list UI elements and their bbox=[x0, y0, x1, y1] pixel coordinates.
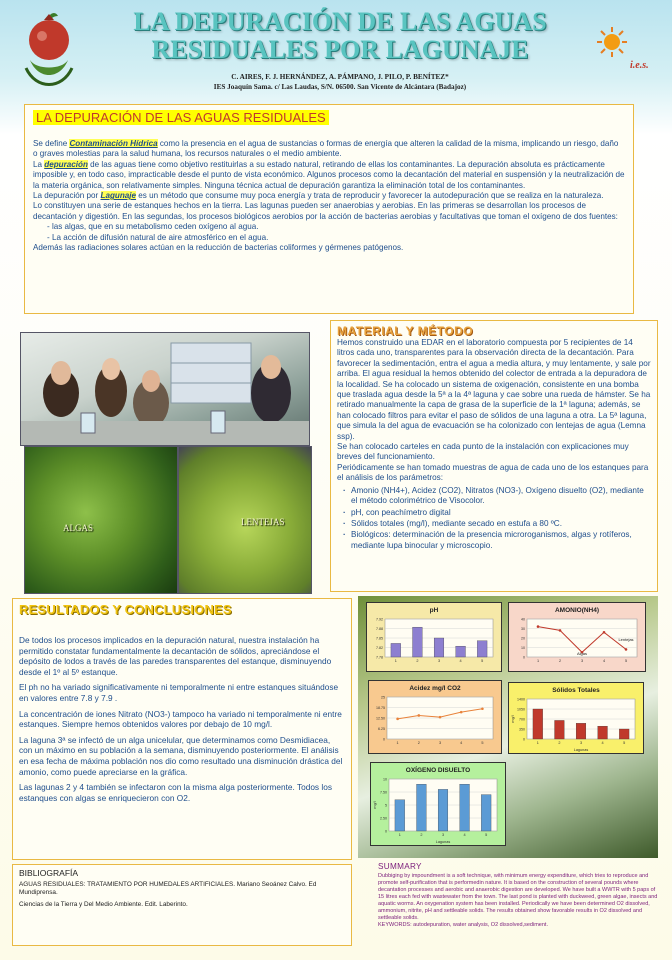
intro-paragraph-4: Lo constituyen una serie de estanques hechos en la tierra. Las lagunas pueden ser anaerobias y aerobias. En las primeras se desarrollan los procesos de decantación y digestión. En las segundas, los procesos biológicos aerobios por la acción de bacterias aerobias y facultativas que toman el oxígeno de dos fuentes: bbox=[33, 201, 618, 221]
y-tick-label: 40 bbox=[521, 617, 525, 622]
lentils-label: LENTEJAS bbox=[241, 517, 285, 527]
poster-title bbox=[90, 8, 590, 64]
y-tick-label: 0 bbox=[385, 829, 387, 834]
results-panel bbox=[12, 598, 352, 860]
x-tick-label: 1 bbox=[394, 659, 397, 663]
ies-logo-text: i.e.s. bbox=[630, 60, 649, 71]
bar bbox=[391, 643, 401, 657]
y-tick-label: 6.25 bbox=[378, 727, 385, 731]
y-tick-label: 18.75 bbox=[376, 706, 385, 710]
data-point bbox=[439, 716, 442, 719]
y-tick-label: 1050 bbox=[517, 707, 525, 712]
list-item: · Sólidos totales (mg/l), mediante secado en estufa a 80 ºC. bbox=[345, 519, 651, 529]
intro-heading: LA DEPURACIÓN DE LAS AGUAS RESIDUALES bbox=[33, 110, 329, 125]
bar bbox=[598, 726, 608, 739]
summary-title: SUMMARY bbox=[378, 862, 422, 871]
x-tick-label: 1 bbox=[536, 659, 540, 663]
x-tick-label: 1 bbox=[536, 741, 539, 745]
y-tick-label: 7.92 bbox=[376, 617, 383, 622]
results-paragraph: La concentración de iones Nitrato (NO3-) tampoco ha variado ni temporalmente ni entre estanques. Siempre hemos obtenidos valores por debajo de 10 mg/l. bbox=[19, 708, 342, 730]
x-tick-label: 4 bbox=[602, 659, 606, 663]
bibliography-title: BIBLIOGRAFÍA bbox=[19, 868, 79, 878]
lentils-photo bbox=[178, 446, 312, 594]
intro-paragraph-1: Se define Contaminación Hídrica como la presencia en el agua de sustancias o formas de energía que alteren la calidad de la misma, implicando un riesgo, daño o graves molestias para la salud humana, los recursos naturales o el medio ambiente. bbox=[33, 139, 619, 159]
annotation: Algas bbox=[576, 651, 588, 656]
lab-photo bbox=[20, 332, 310, 446]
summary-block bbox=[378, 862, 658, 954]
intro-body bbox=[33, 139, 625, 253]
bar bbox=[619, 729, 629, 739]
bar bbox=[576, 723, 586, 739]
results-paragraph: Las lagunas 2 y 4 también se infectaron con la misma alga posteriormente. Todos los estanques con algas se enriquecieron con O2. bbox=[19, 782, 332, 803]
x-tick-label: 2 bbox=[420, 833, 423, 837]
y-tick-label: 2.50 bbox=[380, 816, 387, 821]
material-heading: MATERIAL Y MÉTODO bbox=[337, 324, 474, 338]
acidity-chart bbox=[368, 680, 502, 754]
list-item: · Biológicos: determinación de la presencia microroganismos, algas y rotíferos, mediante lupa binocular y microscopio. bbox=[345, 530, 651, 551]
y-tick-label: 0 bbox=[523, 655, 525, 660]
x-tick-label: 5 bbox=[485, 833, 488, 837]
y-tick-label: 0 bbox=[523, 737, 525, 742]
chart-title: Sólidos Totales bbox=[552, 687, 600, 694]
x-tick-label: 2 bbox=[416, 659, 419, 663]
y-tick-label: 7.82 bbox=[376, 646, 383, 650]
title-line-1: LA DEPURACIÓN DE LAS AGUAS bbox=[133, 7, 547, 36]
authors: C. AIRES, F. J. HERNÁNDEZ, A. PÁMPANO, J. PILO, P. BENÍTEZ* bbox=[231, 73, 449, 81]
bibliography-panel bbox=[12, 864, 352, 946]
intro-panel bbox=[24, 104, 634, 314]
annotation: Lentejas bbox=[618, 637, 634, 642]
x-axis-label: Lagunas bbox=[573, 748, 589, 752]
x-tick-label: 5 bbox=[623, 741, 626, 745]
dissolved-oxygen-chart bbox=[370, 762, 506, 846]
list-item: · Amonio (NH4+), Acidez (CO2), Nitratos (NO3-), Oxígeno disuelto (O2), mediante el método colorimétrico de Visocolor. bbox=[345, 486, 651, 507]
y-tick-label: 25 bbox=[381, 695, 385, 700]
y-tick-label: 7.88 bbox=[376, 627, 383, 631]
results-body bbox=[19, 635, 345, 803]
x-tick-label: 3 bbox=[438, 741, 442, 745]
x-tick-label: 4 bbox=[459, 659, 462, 663]
y-tick-label: 350 bbox=[519, 727, 525, 732]
material-panel bbox=[330, 320, 658, 592]
y-tick-label: 7.50 bbox=[380, 790, 387, 795]
list-item: - las algas, que en su metabolismo ceden oxígeno al agua. bbox=[47, 222, 625, 232]
bar bbox=[481, 795, 491, 831]
charts-area bbox=[358, 596, 658, 858]
chart-title: Acidez mg/l CO2 bbox=[409, 685, 461, 692]
keyword-depuracion: depuración bbox=[44, 159, 88, 169]
x-tick-label: 3 bbox=[579, 741, 583, 745]
bar bbox=[477, 641, 487, 657]
bar bbox=[395, 800, 405, 831]
data-point bbox=[559, 629, 562, 632]
y-tick-label: 5 bbox=[385, 803, 387, 808]
y-tick-label: 12.50 bbox=[376, 716, 385, 721]
bibliography-item: Ciencias de la Tierra y Del Medio Ambiente. Edit. Laberinto. bbox=[19, 900, 188, 908]
data-point bbox=[418, 714, 421, 717]
y-tick-label: 7.85 bbox=[376, 636, 383, 641]
intro-paragraph-5: Además las radiaciones solares actúan en la reducción de bacterias coliformes y gérmenes patógenos. bbox=[33, 243, 404, 253]
x-tick-label: 5 bbox=[481, 741, 484, 745]
data-point bbox=[481, 707, 484, 710]
x-axis-label: Lagunas bbox=[435, 840, 451, 844]
results-paragraph: El ph no ha variado significativamente ni temporalmente ni entre estanques situándose en valores entre 7.8 y 7.9 . bbox=[19, 682, 339, 703]
list-item: · pH, con peachímetro digital bbox=[345, 508, 651, 518]
x-tick-label: 2 bbox=[558, 659, 562, 663]
y-tick-label: 7.78 bbox=[376, 655, 383, 660]
x-tick-label: 4 bbox=[460, 741, 463, 745]
algae-label: ALGAS bbox=[63, 523, 94, 533]
x-tick-label: 1 bbox=[396, 741, 399, 745]
chart-title: pH bbox=[429, 607, 439, 614]
x-tick-label: 4 bbox=[463, 833, 466, 837]
ies-logo bbox=[592, 22, 650, 78]
bar bbox=[417, 784, 427, 831]
parameters-list bbox=[337, 486, 651, 551]
y-tick-label: 0 bbox=[383, 737, 385, 742]
ph-chart bbox=[366, 602, 502, 672]
x-tick-label: 4 bbox=[601, 741, 604, 745]
x-tick-label: 1 bbox=[398, 833, 401, 837]
y-tick-label: 700 bbox=[519, 717, 525, 722]
summary-text bbox=[378, 873, 658, 929]
bar bbox=[456, 646, 466, 657]
bar bbox=[533, 709, 543, 739]
y-axis-label: mg/l bbox=[511, 715, 515, 723]
material-paragraph-1: Hemos construido una EDAR en el laboratorio compuesta por 5 recipientes de 14 litros cada uno, transparentes para la observación directa de la decantación. Para favorecer la sedimentación, entra el agua a media altura, y muy lentamente, y sale por arriba. El agua residual la hemos obtenido del colector de entrada a la depuradora de la localidad. Se ha colocado un sistema de oxigenación, consistente en una bomba que traslada agua desde la 5ª a la 4ª laguna y cae sobre una rueda de hámster. Se ha retirado manualmente la capa de grasa de la superficie de la 1ª laguna; además, se han colocado filtros para evitar el paso de sólidos de una laguna a otra. La 5ª laguna, que simula la del agua de evacuación se ha colonizado con lentejas de agua (Lemna ssp). bbox=[337, 338, 651, 441]
bar bbox=[413, 627, 423, 657]
pomegranate-logo bbox=[18, 10, 80, 92]
x-tick-label: 3 bbox=[437, 659, 441, 663]
summary-keywords: KEYWORDS: autodepuration, water analysis, O2 dissolved,sediment. bbox=[378, 922, 548, 928]
algae-photo bbox=[24, 446, 178, 594]
y-tick-label: 10 bbox=[521, 646, 525, 650]
x-tick-label: 3 bbox=[441, 833, 445, 837]
bar bbox=[460, 784, 470, 831]
y-tick-label: 30 bbox=[521, 627, 525, 631]
x-tick-label: 3 bbox=[580, 659, 584, 663]
solids-chart bbox=[508, 682, 644, 754]
chart-title: OXÍGENO DISUELTO bbox=[405, 767, 471, 774]
x-tick-label: 5 bbox=[624, 659, 628, 663]
x-tick-label: 2 bbox=[558, 741, 561, 745]
keyword-contaminacion: Contaminación Hídrica bbox=[69, 139, 158, 148]
institution: IES Joaquín Sama. c/ Las Laudas, S/N. 06500. San Vicente de Alcántara (Badajoz) bbox=[213, 83, 467, 91]
material-body bbox=[337, 338, 651, 551]
intro-paragraph-2: La depuración de las aguas tiene como objetivo restituirlas a su estado natural, retirando de ellas los contaminantes. La depuración absoluta es prácticamente imposible y, en todo caso, impracticable desde el punto de vista económico. Algunos procesos como la decantación del material en suspensión y la neutralización de la materia orgánica, son relativamente simples. Ninguna técnica actual de depuración garantiza la eliminación total de los contaminantes. bbox=[33, 159, 625, 190]
list-item: - La acción de difusión natural de aire atmosférico en el agua. bbox=[47, 233, 625, 243]
material-paragraph-2: Se han colocado carteles en cada punto de la instalación con explicaciones muy breves del funcionamiento. bbox=[337, 442, 629, 462]
bar bbox=[555, 720, 565, 739]
data-point bbox=[625, 648, 628, 651]
y-axis-label: mg/l bbox=[373, 801, 377, 809]
y-tick-label: 1400 bbox=[517, 697, 525, 702]
bar bbox=[434, 638, 444, 657]
results-paragraph: De todos los procesos implicados en la depuración natural, nuestra instalación ha permitido constatar fundamentalmente la decantación de sólidos, apreciándose el depósito de lodos a través de las paredes transparentes del estanque, disminuyendo desde el 1º al 5º estanque. bbox=[19, 635, 332, 677]
bibliography-item: AGUAS RESIDUALES: TRATAMIENTO POR HUMEDALES ARTIFICIALES. Mariano Seoánez Calvo. Ed Mundiprensa. bbox=[19, 881, 317, 897]
x-tick-label: 5 bbox=[481, 659, 484, 663]
keyword-lagunaje: Lagunaje bbox=[100, 191, 137, 201]
material-paragraph-3: Periódicamente se han tomado muestras de agua de cada uno de los estanques para el análisis de los parámetros: bbox=[337, 462, 649, 483]
y-tick-label: 10 bbox=[383, 777, 387, 782]
bar bbox=[438, 789, 448, 831]
results-paragraph: La laguna 3ª se infectó de un alga unicelular, que determinamos como Desmidiacea, con un máximo en su población a la semana, disminuyendo posteriormente. El análisis en esa fecha de máxima población nos dio como resultado una disminución drástica del amonio, como puede apreciarse en la gráfica. bbox=[19, 734, 343, 777]
intro-paragraph-3: La depuración por Lagunaje es un método que consume muy poca energía y trata de reproducir y favorecer la autodepuración que se realiza en la naturaleza. bbox=[33, 191, 604, 201]
data-point bbox=[537, 625, 540, 628]
summary-body: Dubbiging by impoundment is a soft technique, with minimum energy expenditure, which tries to reproduce and promote self-purification that is performedin nature. It is based on the construction of several pounds where decantation processes and aerobic and anaerobic digestion are developed. We have built a WWTR with 5 paps of 15 litres each fed with wastewater from the town. The last pond is planted with duckweed, green algae, insects and aquatic worms. An oxygenation system has been installed. Periodically we have been determined O2 dissolved, ammonium, nitrite, pH and settleable solids. The results obtained show favorable results in O2 dissolved and settleable solids. bbox=[378, 873, 658, 921]
oxygen-sources-list bbox=[33, 222, 625, 243]
x-tick-label: 2 bbox=[417, 741, 420, 745]
y-tick-label: 20 bbox=[521, 636, 525, 641]
results-heading: RESULTADOS Y CONCLUSIONES bbox=[19, 602, 232, 617]
data-point bbox=[460, 711, 463, 714]
title-line-2: RESIDUALES POR LAGUNAJE bbox=[151, 35, 529, 64]
data-point bbox=[396, 718, 399, 721]
data-point bbox=[603, 631, 606, 634]
chart-title: AMONIO(NH4) bbox=[554, 607, 600, 614]
authors-block bbox=[90, 72, 590, 92]
ammonium-chart bbox=[508, 602, 646, 672]
